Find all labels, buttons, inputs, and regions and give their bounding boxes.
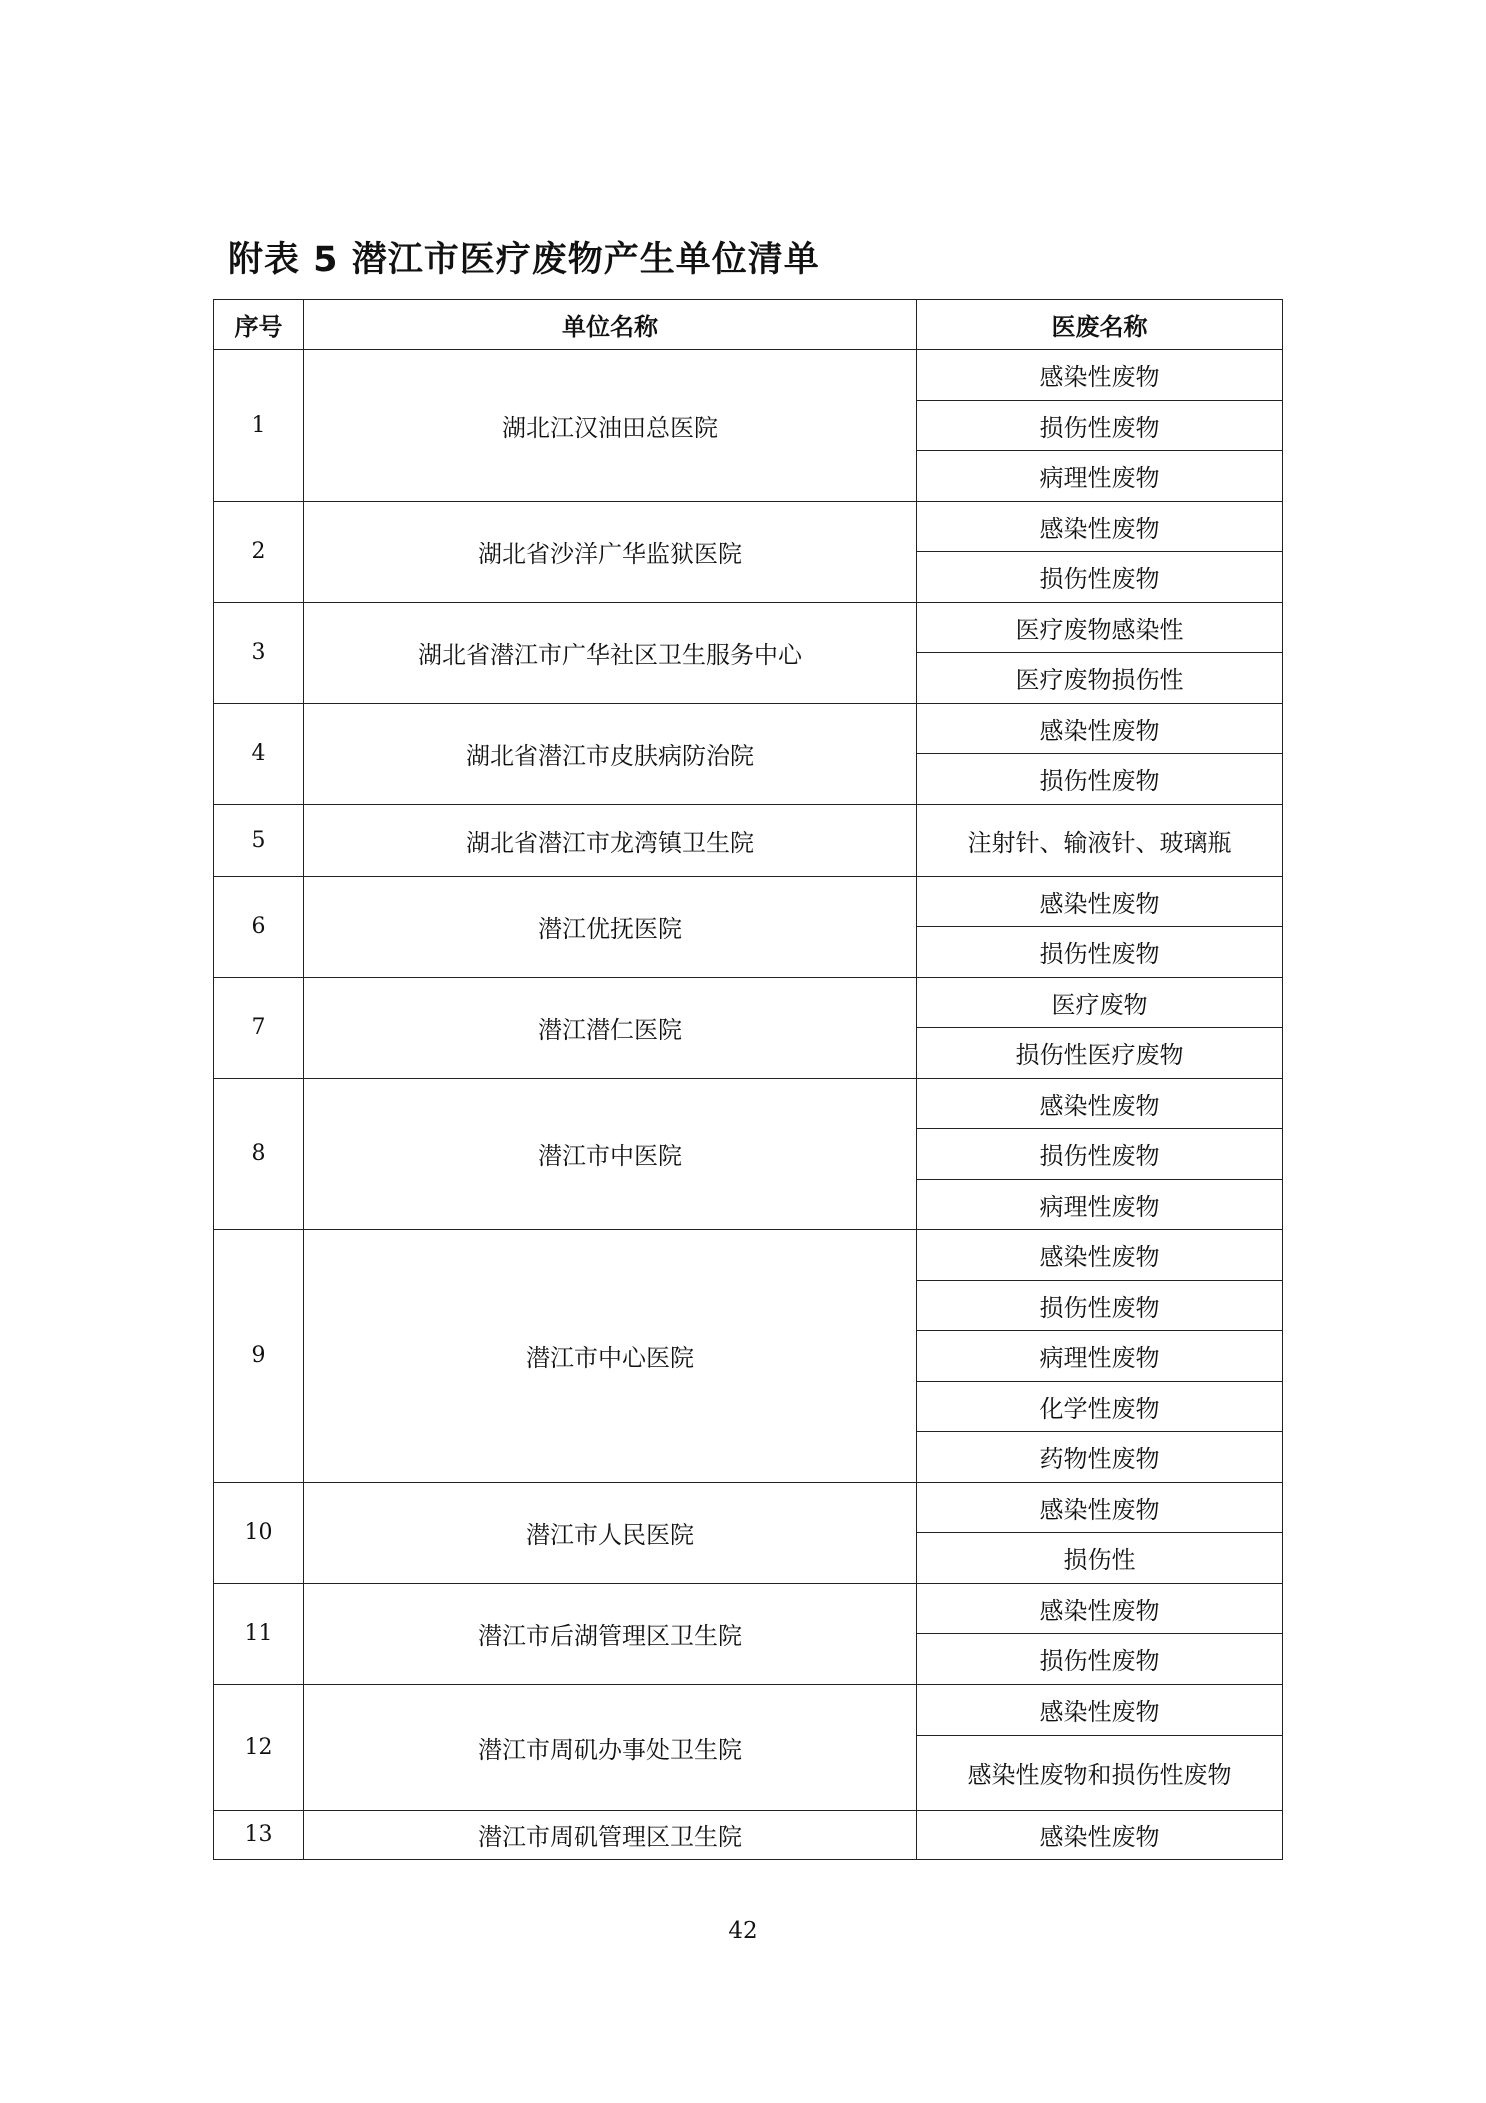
table-row <box>214 1684 1283 1735</box>
row-waste-name: 损伤性废物 <box>917 754 1283 805</box>
row-waste-name: 医疗废物损伤性 <box>917 653 1283 704</box>
header-unit-name: 单位名称 <box>304 300 917 350</box>
row-seq: 8 <box>214 1078 304 1230</box>
table-row <box>214 1810 1283 1859</box>
row-waste-name: 损伤性废物 <box>917 552 1283 603</box>
row-waste-name: 病理性废物 <box>917 451 1283 502</box>
row-waste-name: 感染性废物 <box>917 1810 1283 1859</box>
row-waste-name: 感染性废物 <box>917 876 1283 927</box>
table-row <box>214 350 1283 401</box>
row-waste-name: 损伤性废物 <box>917 1634 1283 1685</box>
row-unit-name: 湖北江汉油田总医院 <box>304 350 917 502</box>
row-unit-name: 潜江市后湖管理区卫生院 <box>304 1583 917 1684</box>
row-seq: 4 <box>214 703 304 804</box>
table-row <box>214 602 1283 653</box>
row-unit-name: 潜江市中医院 <box>304 1078 917 1230</box>
row-waste-name: 损伤性废物 <box>917 1280 1283 1331</box>
row-waste-name: 药物性废物 <box>917 1432 1283 1483</box>
row-waste-name: 化学性废物 <box>917 1381 1283 1432</box>
row-seq: 1 <box>214 350 304 502</box>
row-seq: 10 <box>214 1482 304 1583</box>
row-seq: 6 <box>214 876 304 977</box>
row-unit-name: 潜江潜仁医院 <box>304 977 917 1078</box>
row-waste-name: 感染性废物 <box>917 1583 1283 1634</box>
row-unit-name: 湖北省潜江市皮肤病防治院 <box>304 703 917 804</box>
row-waste-name: 损伤性废物 <box>917 1129 1283 1180</box>
row-seq: 12 <box>214 1684 304 1810</box>
row-waste-name: 感染性废物 <box>917 1684 1283 1735</box>
row-unit-name: 潜江优抚医院 <box>304 876 917 977</box>
table-row <box>214 876 1283 927</box>
row-unit-name: 潜江市人民医院 <box>304 1482 917 1583</box>
table-row <box>214 1482 1283 1533</box>
row-seq: 5 <box>214 804 304 876</box>
row-unit-name: 潜江市周矶办事处卫生院 <box>304 1684 917 1810</box>
row-waste-name: 感染性废物 <box>917 1482 1283 1533</box>
row-waste-name: 损伤性 <box>917 1533 1283 1584</box>
table-row <box>214 977 1283 1028</box>
table-header-row <box>214 300 1283 350</box>
row-waste-name: 感染性废物 <box>917 703 1283 754</box>
header-seq: 序号 <box>214 300 304 350</box>
row-waste-name: 损伤性废物 <box>917 927 1283 978</box>
row-waste-name: 医疗废物感染性 <box>917 602 1283 653</box>
row-waste-name: 感染性废物 <box>917 501 1283 552</box>
row-unit-name: 潜江市中心医院 <box>304 1230 917 1483</box>
row-unit-name: 湖北省潜江市龙湾镇卫生院 <box>304 804 917 876</box>
page-number: 42 <box>728 1918 758 1944</box>
table-row <box>214 1078 1283 1129</box>
row-seq: 11 <box>214 1583 304 1684</box>
row-waste-name: 损伤性医疗废物 <box>917 1028 1283 1079</box>
row-waste-name: 感染性废物 <box>917 1078 1283 1129</box>
table-row <box>214 703 1283 754</box>
row-unit-name: 潜江市周矶管理区卫生院 <box>304 1810 917 1859</box>
row-waste-name: 注射针、输液针、玻璃瓶 <box>917 804 1283 876</box>
row-waste-name: 感染性废物 <box>917 350 1283 401</box>
row-unit-name: 湖北省潜江市广华社区卫生服务中心 <box>304 602 917 703</box>
row-waste-name: 感染性废物和损伤性废物 <box>917 1735 1283 1810</box>
table-row <box>214 804 1283 876</box>
row-waste-name: 感染性废物 <box>917 1230 1283 1281</box>
row-waste-name: 损伤性废物 <box>917 400 1283 451</box>
row-seq: 2 <box>214 501 304 602</box>
row-waste-name: 病理性废物 <box>917 1179 1283 1230</box>
table-body <box>214 350 1283 1860</box>
table-row <box>214 501 1283 552</box>
row-seq: 7 <box>214 977 304 1078</box>
row-seq: 9 <box>214 1230 304 1483</box>
row-unit-name: 湖北省沙洋广华监狱医院 <box>304 501 917 602</box>
waste-unit-table <box>213 299 1283 1860</box>
table-row <box>214 1583 1283 1634</box>
row-waste-name: 医疗废物 <box>917 977 1283 1028</box>
row-seq: 13 <box>214 1810 304 1859</box>
row-seq: 3 <box>214 602 304 703</box>
page-title: 附表 5 潜江市医疗废物产生单位清单 <box>228 240 820 280</box>
table-row <box>214 1230 1283 1281</box>
header-waste-name: 医废名称 <box>917 300 1283 350</box>
row-waste-name: 病理性废物 <box>917 1331 1283 1382</box>
